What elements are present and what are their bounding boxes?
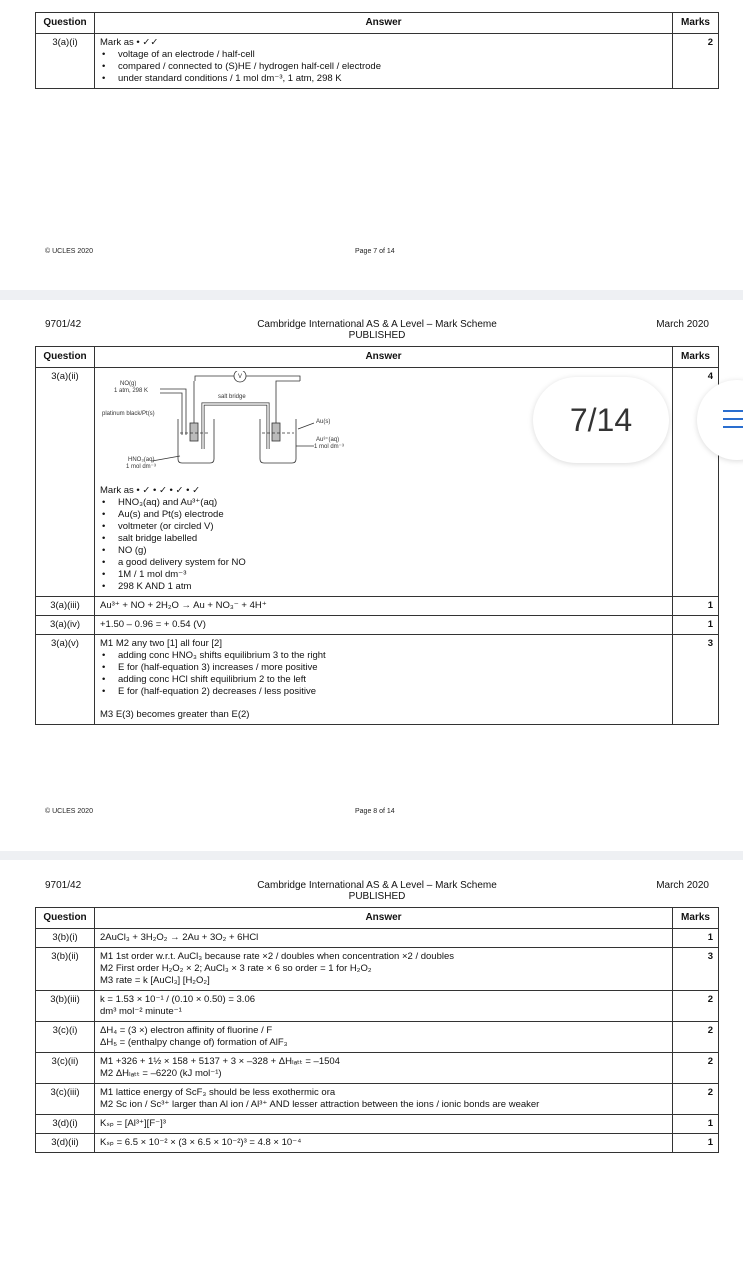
- column-header-answer: Answer: [95, 347, 673, 368]
- bullet-list: [100, 650, 667, 698]
- list-item: • under standard conditions / 1 mol dm⁻³, 1 atm, 298 K: [118, 73, 667, 85]
- answer-cell: [95, 1022, 673, 1053]
- marks-cell: 2: [673, 1053, 719, 1084]
- diagram-label: NO(g): [120, 381, 137, 387]
- question-cell: 3(c)(iii): [36, 1084, 95, 1115]
- header-title: Cambridge International AS & A Level – Mark Scheme: [257, 319, 497, 330]
- bullet-list: [100, 497, 667, 593]
- table-row: [36, 1022, 719, 1053]
- diagram-label: 1 mol dm⁻³: [314, 444, 344, 450]
- list-item: • voltmeter (or circled V): [118, 521, 667, 533]
- table-row: [36, 948, 719, 991]
- marks-cell: 1: [673, 1115, 719, 1134]
- list-item: • adding conc HCl shift equilibrium 2 to the left: [118, 674, 667, 686]
- answer-line: 2AuCl₃ + 3H₂O₂ → 2Au + 3O₂ + 6HCl: [100, 932, 259, 943]
- answer-cell: [95, 1084, 673, 1115]
- answer-cell: +1.50 – 0.96 = + 0.54 (V): [95, 616, 673, 635]
- diagram-label: 1 mol dm⁻³: [126, 464, 156, 470]
- mark-scheme-table: [35, 12, 719, 89]
- header-date: March 2020: [656, 880, 709, 891]
- gas-delivery-tube: [160, 389, 186, 435]
- answer-cell: [95, 948, 673, 991]
- answer-line: M1 lattice energy of ScF₃ should be less exothermic ora: [100, 1087, 336, 1098]
- menu-icon: [723, 410, 743, 412]
- marks-cell: 1: [673, 1134, 719, 1153]
- mark-intro: M1 M2 any two [1] all four [2]: [100, 638, 222, 649]
- list-item: • E for (half-equation 3) increases / more positive: [118, 662, 667, 674]
- answer-cell: [95, 1115, 673, 1134]
- voltmeter-wire: [195, 376, 300, 381]
- question-cell: 3(b)(i): [36, 929, 95, 948]
- column-header-marks: Marks: [673, 908, 719, 929]
- question-cell: 3(a)(ii): [36, 368, 95, 597]
- header-date: March 2020: [656, 319, 709, 330]
- column-header-question: Question: [36, 908, 95, 929]
- answer-line: M2 Sc ion / Sc³⁺ larger than Al ion / Al³⁺ AND lesser attraction between the ions / ionic bonds are weaker: [100, 1099, 540, 1110]
- answer-line: Kₛₚ = 6.5 × 10⁻² × (3 × 6.5 × 10⁻²)³ = 4.8 × 10⁻⁴: [100, 1137, 302, 1148]
- bullet-list: [100, 49, 667, 85]
- mark-intro: Mark as • ✓ • ✓ • ✓ • ✓: [100, 485, 201, 496]
- marks-cell: 2: [673, 1022, 719, 1053]
- answer-line: dm³ mol⁻² minute⁻¹: [100, 1006, 182, 1017]
- question-cell: 3(a)(v): [36, 635, 95, 725]
- question-cell: 3(d)(i): [36, 1115, 95, 1134]
- table-row: [36, 597, 719, 616]
- table-row: [36, 1115, 719, 1134]
- marks-cell: 2: [673, 991, 719, 1022]
- table-row: [36, 1084, 719, 1115]
- footer-page-number: Page 8 of 14: [355, 808, 395, 815]
- header-subtitle: PUBLISHED: [348, 891, 406, 902]
- answer-line: M2 First order H₂O₂ × 2; AuCl₃ × 3 rate × 6 so order = 1 for H₂O₂: [100, 963, 372, 974]
- page-indicator[interactable]: 7/14: [533, 377, 669, 463]
- electrochemical-cell-diagram: [100, 371, 380, 481]
- paper-code: 9701/42: [45, 319, 82, 330]
- table-row: [36, 1134, 719, 1153]
- question-cell: 3(a)(i): [36, 34, 95, 89]
- question-cell: 3(a)(iv): [36, 616, 95, 635]
- right-wire: [276, 381, 300, 423]
- answer-line: M3 rate = k [AuCl₃] [H₂O₂]: [100, 975, 210, 986]
- answer-cell: [95, 635, 673, 725]
- answer-cell: [95, 991, 673, 1022]
- answer-line: Kₛₚ = [Al³⁺][F⁻]³: [100, 1118, 166, 1129]
- list-item: • adding conc HNO₃ shifts equilibrium 3 to the right: [118, 650, 667, 662]
- marks-cell: 1: [673, 929, 719, 948]
- answer-line: ΔH₄ = (3 ×) electron affinity of fluorine / F: [100, 1025, 273, 1036]
- menu-icon-line: [723, 426, 743, 428]
- column-header-answer: Answer: [95, 908, 673, 929]
- answer-cell: [95, 34, 673, 89]
- answer-cell: [95, 1134, 673, 1153]
- answer-line: M1 1st order w.r.t. AuCl₃ because rate ×2 / doubles when concentration ×2 / doubles: [100, 951, 455, 962]
- column-header-question: Question: [36, 347, 95, 368]
- table-row: [36, 929, 719, 948]
- question-cell: 3(b)(ii): [36, 948, 95, 991]
- list-item: • voltage of an electrode / half-cell: [118, 49, 667, 61]
- mark-intro: Mark as • ✓✓: [100, 37, 159, 48]
- diagram-label: salt bridge: [218, 394, 246, 400]
- table-row: [36, 991, 719, 1022]
- marks-cell: 1: [673, 616, 719, 635]
- diagram-label: platinum black/Pt(s): [102, 411, 155, 417]
- list-item: • Au(s) and Pt(s) electrode: [118, 509, 667, 521]
- list-item: • E for (half-equation 2) decreases / less positive: [118, 686, 667, 698]
- answer-line: k = 1.53 × 10⁻¹ / (0.10 × 0.50) = 3.06: [100, 994, 256, 1005]
- column-header-marks: Marks: [673, 13, 719, 34]
- column-header-answer: Answer: [95, 13, 673, 34]
- voltmeter-label: V: [237, 374, 243, 380]
- question-cell: 3(b)(iii): [36, 991, 95, 1022]
- list-item: • compared / connected to (S)HE / hydrogen half-cell / electrode: [118, 61, 667, 73]
- footer-copyright: © UCLES 2020: [45, 808, 93, 815]
- paper-code: 9701/42: [45, 880, 82, 891]
- question-cell: 3(c)(i): [36, 1022, 95, 1053]
- platinum-electrode: [190, 423, 198, 441]
- answer-line: M2 ΔHₗₐₜₜ = –6220 (kJ mol⁻¹): [100, 1068, 222, 1079]
- marks-cell: 4: [673, 368, 719, 597]
- footer-copyright: © UCLES 2020: [45, 248, 93, 255]
- question-cell: 3(a)(iii): [36, 597, 95, 616]
- question-cell: 3(c)(ii): [36, 1053, 95, 1084]
- diagram-label: HNO₃(aq): [128, 457, 155, 463]
- footer-page-number: Page 7 of 14: [355, 248, 395, 255]
- column-header-marks: Marks: [673, 347, 719, 368]
- question-cell: 3(d)(ii): [36, 1134, 95, 1153]
- table-row: [36, 34, 719, 89]
- marks-cell: 2: [673, 1084, 719, 1115]
- marks-cell: 3: [673, 948, 719, 991]
- table-row: [36, 635, 719, 725]
- mark-point-m3: M3 E(3) becomes greater than E(2): [100, 709, 250, 720]
- marks-cell: 2: [673, 34, 719, 89]
- answer-cell: [95, 929, 673, 948]
- gold-electrode: [272, 423, 280, 441]
- table-row: [36, 616, 719, 635]
- answer-line: ΔH₅ = (enthalpy change of) formation of AlF₃: [100, 1037, 288, 1048]
- header-subtitle: PUBLISHED: [348, 330, 406, 341]
- header-title: Cambridge International AS & A Level – Mark Scheme: [257, 880, 497, 891]
- diagram-label: Au³⁺(aq): [316, 437, 340, 443]
- answer-cell: [95, 1053, 673, 1084]
- page-7: [0, 0, 743, 290]
- list-item: • 298 K AND 1 atm: [118, 581, 667, 593]
- diagram-label: Au(s): [316, 419, 331, 425]
- list-item: • salt bridge labelled: [118, 533, 667, 545]
- marks-cell: 3: [673, 635, 719, 725]
- answer-line: M1 +326 + 1½ × 158 + 5137 + 3 × –328 + ΔHₗₐₜₜ = –1504: [100, 1056, 340, 1067]
- column-header-question: Question: [36, 13, 95, 34]
- salt-bridge-inner: [203, 404, 268, 449]
- list-item: • NO (g): [118, 545, 667, 557]
- list-item: • HNO₃(aq) and Au³⁺(aq): [118, 497, 667, 509]
- mark-scheme-table: [35, 907, 719, 1153]
- diagram-label: 1 atm, 298 K: [114, 388, 149, 394]
- page-9: [0, 860, 743, 1282]
- marks-cell: 1: [673, 597, 719, 616]
- label-leaders: [152, 423, 314, 461]
- table-row: [36, 1053, 719, 1084]
- menu-icon-line: [723, 418, 743, 420]
- list-item: • a good delivery system for NO: [118, 557, 667, 569]
- list-item: • 1M / 1 mol dm⁻³: [118, 569, 667, 581]
- answer-cell: Au³⁺ + NO + 2H₂O → Au + NO₃⁻ + 4H⁺: [95, 597, 673, 616]
- salt-bridge-tube: [203, 404, 268, 449]
